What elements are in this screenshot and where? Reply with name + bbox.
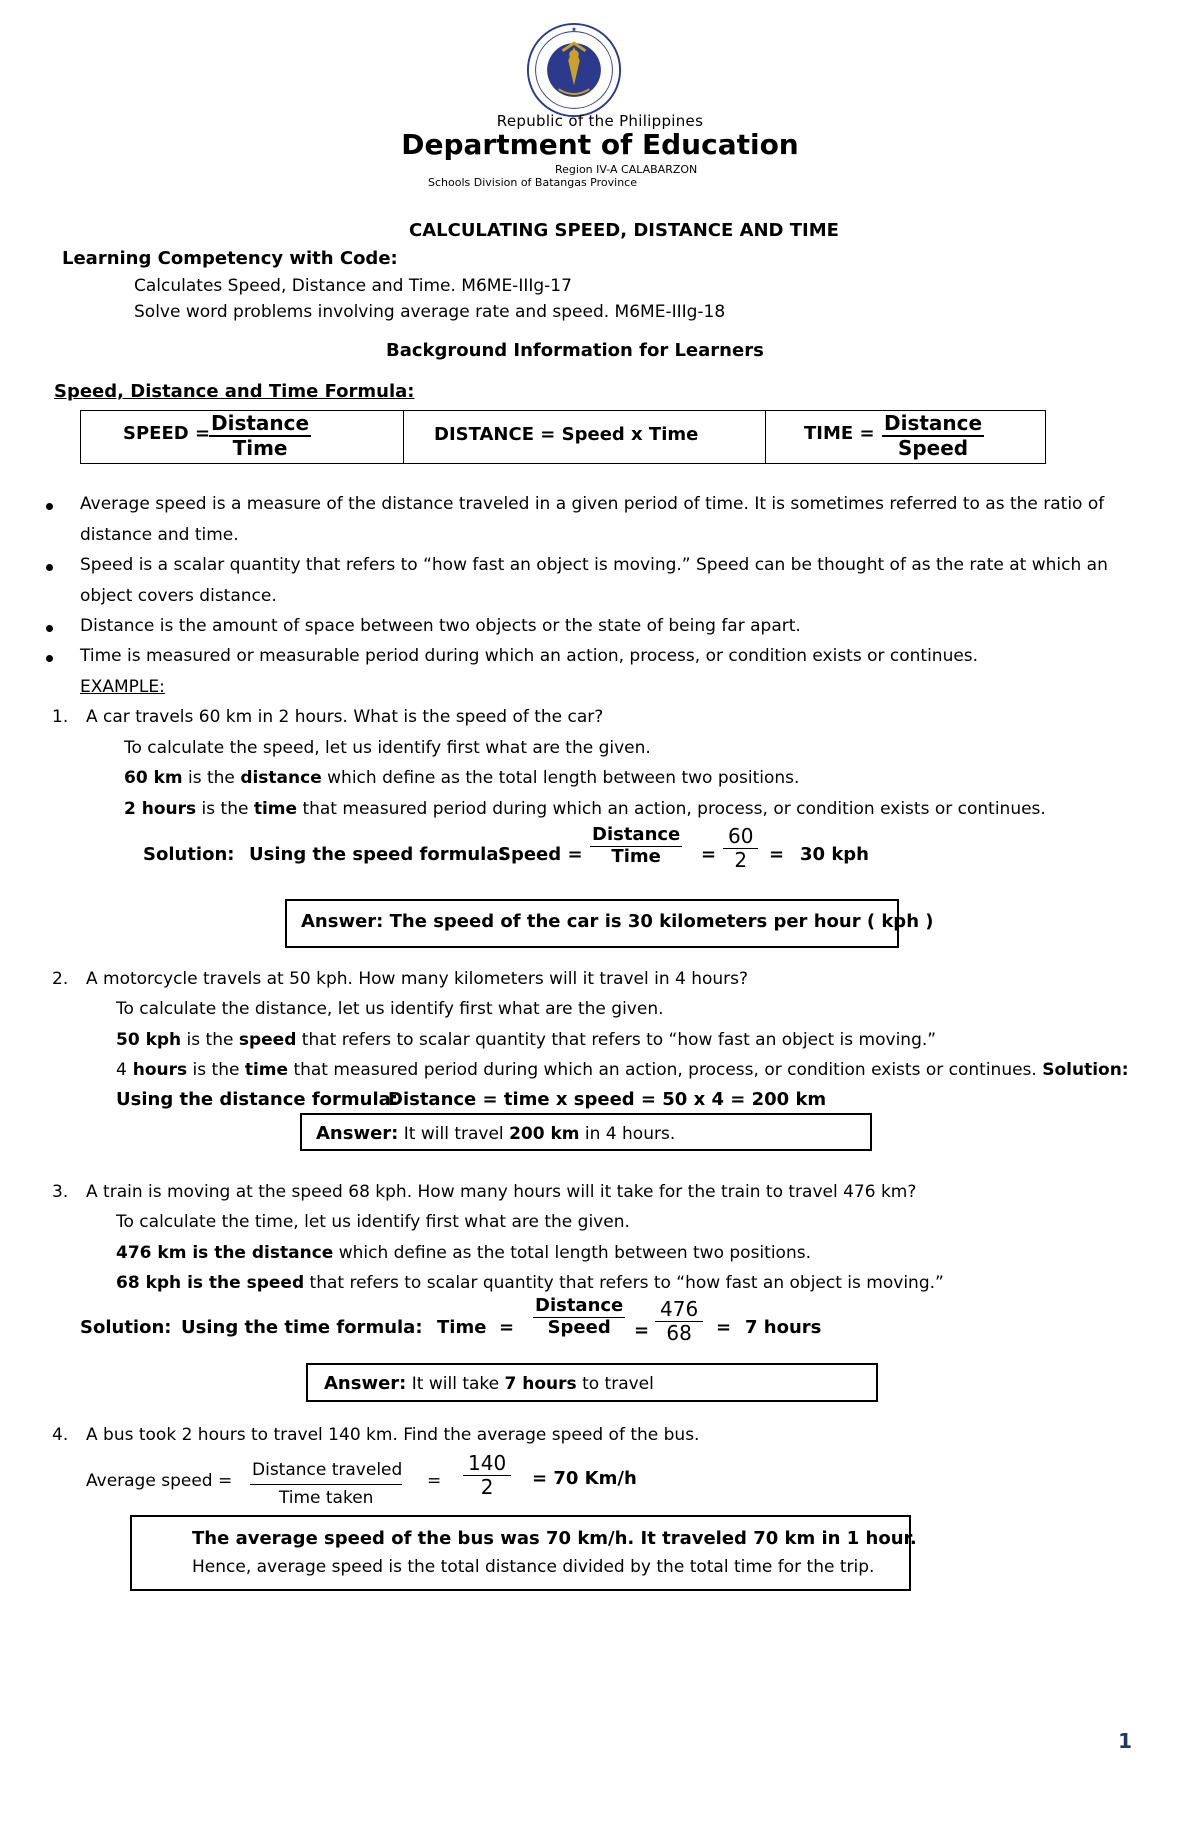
division-text: Schools Division of Batangas Province	[428, 176, 637, 189]
example-2-number: 2.	[52, 969, 69, 989]
example-3-num-value: 476	[655, 1298, 703, 1322]
example-3-answer: Answer: It will take 7 hours to travel	[324, 1373, 654, 1394]
example-1-den-value: 2	[734, 848, 748, 872]
example-2-formula-label: Using the distance formula:	[116, 1089, 398, 1110]
example-4-result: = 70 Km/h	[532, 1468, 637, 1489]
bullet-2-line-1: Speed is a scalar quantity that refers to “how fast an object is moving.” Speed can be thought of as the rate at which an	[80, 555, 1108, 575]
example-1-speed-word: Speed =	[498, 844, 583, 865]
example-2-answer: Answer: It will travel 200 km in 4 hours.	[316, 1123, 676, 1144]
competency-label: Learning Competency with Code:	[62, 248, 398, 269]
bullet-1-line-2: distance and time.	[80, 525, 239, 545]
example-2-intro: To calculate the distance, let us identify first what are the given.	[116, 999, 664, 1019]
speed-label: SPEED	[123, 423, 189, 444]
example-1-time-denominator: Time	[611, 845, 661, 867]
equals-sign: =	[194, 423, 211, 444]
distance-formula: Speed x Time	[561, 424, 699, 445]
example-1-answer: Answer: The speed of the car is 30 kilometers per hour ( kph )	[301, 911, 934, 932]
speed-denominator: Speed	[897, 436, 969, 460]
example-1-number: 1.	[52, 707, 69, 727]
example-3-given-2: 68 kph is the speed that refers to scalar quantity that refers to “how fast an object is moving.”	[116, 1273, 944, 1293]
speed-formula-cell	[81, 411, 403, 463]
example-1-answer-box	[285, 899, 934, 948]
example-1-given-1: 60 km is the distance which define as the total length between two positions.	[124, 768, 800, 788]
distance-numerator: Distance	[884, 411, 983, 435]
example-3-intro: To calculate the time, let us identify first what are the given.	[116, 1212, 630, 1232]
example-4-question: A bus took 2 hours to travel 140 km. Find the average speed of the bus.	[86, 1425, 700, 1445]
bullet-icon	[46, 503, 53, 510]
example-4-answer-line-1: The average speed of the bus was 70 km/h. It traveled 70 km in 1 hour.	[192, 1528, 917, 1549]
time-formula-cell	[765, 411, 1045, 463]
equals-sign: =	[716, 1317, 732, 1338]
republic-text: Republic of the Philippines	[496, 112, 704, 130]
example-3-den-value: 68	[666, 1321, 692, 1345]
example-4-answer-box	[130, 1515, 917, 1591]
example-2-question: A motorcycle travels at 50 kph. How many kilometers will it travel in 4 hours?	[86, 969, 749, 989]
svg-text:★: ★	[570, 25, 578, 34]
bullet-4-line-1: Time is measured or measurable period during which an action, process, or condition exists or continues.	[80, 646, 979, 666]
bullet-icon	[46, 625, 53, 632]
competency-line-2: Solve word problems involving average rate and speed. M6ME-IIIg-18	[134, 302, 726, 322]
example-3-result: 7 hours	[745, 1317, 822, 1338]
example-1-result: 30 kph	[800, 844, 869, 865]
page-title: CALCULATING SPEED, DISTANCE AND TIME	[409, 220, 839, 241]
equals-sign: =	[701, 844, 717, 865]
equals-sign: =	[427, 1471, 442, 1491]
example-label: EXAMPLE:	[80, 677, 165, 697]
bullet-icon	[46, 564, 53, 571]
example-2-formula: Distance = time x speed = 50 x 4 = 200 km	[388, 1089, 827, 1110]
example-4-time-denominator: Time taken	[278, 1487, 374, 1508]
example-4-distance-numerator: Distance traveled	[250, 1461, 402, 1485]
example-1-question: A car travels 60 km in 2 hours. What is the speed of the car?	[86, 707, 604, 727]
example-4-num-value: 140	[463, 1452, 511, 1476]
example-4-answer-line-2: Hence, average speed is the total distance divided by the total time for the trip.	[192, 1557, 875, 1577]
example-3-question: A train is moving at the speed 68 kph. How many hours will it take for the train to travel 476 km?	[86, 1182, 917, 1202]
example-2-given-1: 50 kph is the speed that refers to scalar quantity that refers to “how fast an object is moving.”	[116, 1030, 937, 1050]
example-3-solution-label: Solution:	[80, 1317, 172, 1338]
region-text: Region IV-A CALABARZON	[555, 163, 698, 176]
example-3-answer-box	[306, 1363, 878, 1402]
competency-line-1: Calculates Speed, Distance and Time. M6ME-IIIg-17	[134, 276, 572, 296]
formula-table	[80, 410, 1046, 464]
example-1-intro: To calculate the speed, let us identify first what are the given.	[124, 738, 651, 758]
time-denominator: Time	[232, 436, 288, 460]
distance-formula-cell	[403, 411, 765, 463]
example-3-distance-numerator: Distance	[535, 1295, 624, 1316]
example-1-distance-numerator: Distance	[592, 824, 681, 845]
distance-label: DISTANCE	[434, 424, 534, 445]
equals-sign: =	[540, 424, 556, 445]
example-2-given-2: 4 hours is the time that measured period during which an action, process, or condition exists or continues. Solution:	[116, 1060, 1129, 1080]
background-heading: Background Information for Learners	[386, 340, 764, 361]
example-4-number: 4.	[52, 1425, 69, 1445]
department-title: Department of Education	[401, 128, 799, 161]
bullet-1-line-1: Average speed is a measure of the distance traveled in a given period of time. It is sometimes referred to as the ratio of	[80, 494, 1105, 514]
equals-sign: =	[634, 1320, 650, 1341]
example-3-speed-denominator: Speed	[547, 1316, 611, 1338]
example-4-den-value: 2	[480, 1475, 494, 1499]
example-3-number: 3.	[52, 1182, 69, 1202]
example-2-answer-box	[300, 1113, 872, 1151]
time-label: TIME	[804, 423, 854, 444]
example-4-avg-label: Average speed =	[86, 1471, 233, 1491]
bullet-icon	[46, 655, 53, 662]
example-3-given-1: 476 km is the distance which define as the total length between two positions.	[116, 1243, 811, 1263]
formula-heading: Speed, Distance and Time Formula:	[54, 381, 415, 402]
equals-sign: =	[769, 844, 785, 865]
example-1-solution-label: Solution:	[143, 844, 235, 865]
example-1-num-value: 60	[723, 825, 758, 849]
equals-sign: =	[859, 423, 875, 444]
example-3-time-word: Time =	[437, 1317, 515, 1338]
deped-seal-logo	[526, 22, 622, 118]
bullet-3-line-1: Distance is the amount of space between two objects or the state of being far apart.	[80, 616, 801, 636]
bullet-2-line-2: object covers distance.	[80, 586, 277, 606]
example-3-formula-label: Using the time formula:	[181, 1317, 423, 1338]
example-1-formula-label: Using the speed formula:	[249, 844, 506, 865]
example-1-given-2: 2 hours is the time that measured period during which an action, process, or condition exists or continues.	[124, 799, 1046, 819]
distance-numerator: Distance	[211, 411, 310, 435]
page-number: 1	[1118, 1729, 1132, 1753]
